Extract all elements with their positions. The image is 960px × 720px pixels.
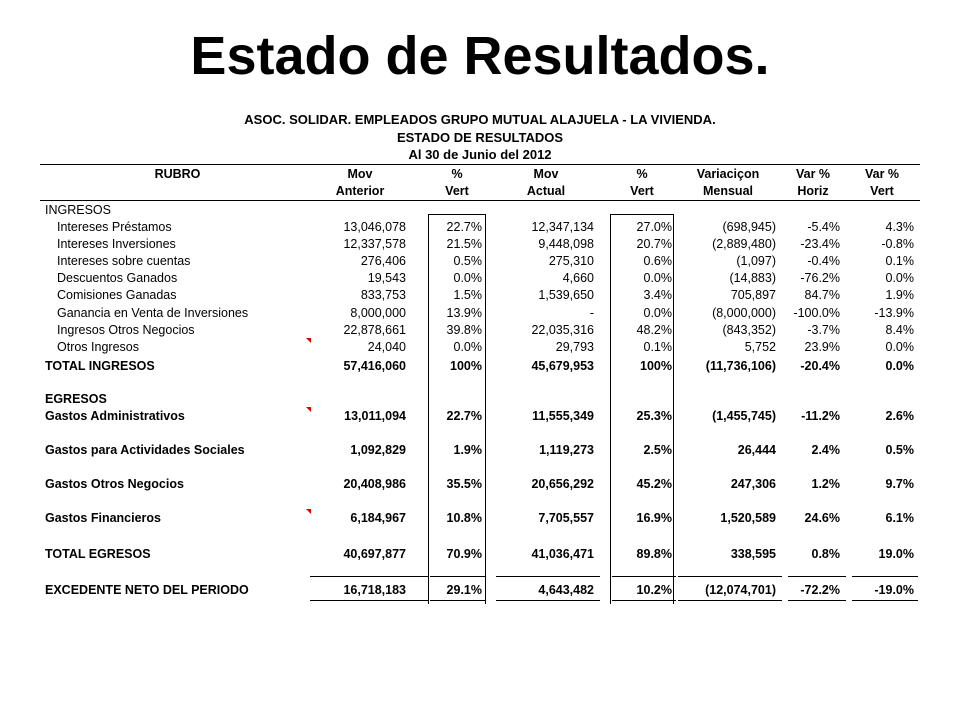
ingresos-row-7-col4: 48.2%: [636, 323, 672, 337]
column-subheader-5: Vert: [630, 184, 654, 198]
ingresos-row-5-col6: 84.7%: [804, 288, 840, 302]
ingresos-row-5-col1: 833,753: [360, 288, 406, 302]
ingresos-row-8-col3: 29,793: [555, 340, 594, 354]
section-egresos: EGRESOS: [45, 392, 107, 406]
egresos-row-2-col2: 1.9%: [453, 443, 482, 457]
ingresos-row-4-col3: 4,660: [562, 271, 594, 285]
excedente-col1: 16,718,183: [343, 583, 406, 597]
egresos-row-1-col4: 25.3%: [636, 409, 672, 423]
column-header-2: Mov: [347, 167, 373, 181]
excedente-top-rule-3: [496, 576, 600, 577]
total-ingresos-col4: 100%: [640, 359, 672, 373]
excedente-label: EXCEDENTE NETO DEL PERIODO: [45, 583, 249, 597]
total-egresos-label: TOTAL EGRESOS: [45, 547, 151, 561]
total-ingresos-col5: (11,736,106): [705, 359, 776, 373]
ingresos-row-6-col4: 0.0%: [643, 306, 672, 320]
excedente-col2: 29.1%: [446, 583, 482, 597]
ingresos-row-2-col2: 21.5%: [446, 237, 482, 251]
column-header-5: %: [636, 167, 648, 181]
ingresos-row-1-label: Intereses Préstamos: [57, 220, 172, 234]
total-egresos-col2: 70.9%: [446, 547, 482, 561]
comment-marker: [306, 509, 311, 514]
egresos-row-3-col4: 45.2%: [636, 477, 672, 491]
ingresos-row-1-col3: 12,347,134: [531, 220, 594, 234]
total-egresos-col1: 40,697,877: [343, 547, 406, 561]
ingresos-row-7-col6: -3.7%: [807, 323, 840, 337]
ingresos-row-5-col4: 3.4%: [643, 288, 672, 302]
excedente-bottom-rule-2: [430, 600, 486, 601]
statement-date: Al 30 de Junio del 2012: [408, 147, 552, 162]
column-subheader-8: Vert: [870, 184, 894, 198]
ingresos-row-1-col1: 13,046,078: [343, 220, 406, 234]
ingresos-row-2-col3: 9,448,098: [538, 237, 594, 251]
ingresos-row-1-col6: -5.4%: [807, 220, 840, 234]
ingresos-row-7-col3: 22,035,316: [531, 323, 594, 337]
ingresos-row-4-col4: 0.0%: [643, 271, 672, 285]
egresos-row-1-col6: -11.2%: [801, 409, 840, 423]
ingresos-row-2-col4: 20.7%: [636, 237, 672, 251]
egresos-row-1-col1: 13,011,094: [344, 409, 406, 423]
ingresos-row-5-col2: 1.5%: [453, 288, 482, 302]
ingresos-row-6-label: Ganancia en Venta de Inversiones: [57, 306, 249, 320]
excedente-col3: 4,643,482: [538, 583, 594, 597]
egresos-row-3-label: Gastos Otros Negocios: [45, 477, 184, 491]
ingresos-row-2-col5: (2,889,480): [712, 237, 776, 251]
egresos-row-3-col2: 35.5%: [446, 477, 482, 491]
excedente-bottom-rule-4: [612, 600, 676, 601]
total-ingresos-col2: 100%: [450, 359, 482, 373]
ingresos-row-2-col1: 12,337,578: [343, 237, 406, 251]
total-egresos-col5: 338,595: [730, 547, 776, 561]
ingresos-row-4-label: Descuentos Ganados: [57, 271, 178, 285]
column-subheader-7: Horiz: [797, 184, 829, 198]
egresos-row-3-col7: 9.7%: [885, 477, 914, 491]
egresos-row-2-col1: 1,092,829: [350, 443, 406, 457]
ingresos-row-4-col1: 19,543: [367, 271, 406, 285]
egresos-row-4-col2: 10.8%: [446, 511, 482, 525]
ingresos-row-8-col2: 0.0%: [453, 340, 482, 354]
ingresos-row-7-col5: (843,352): [722, 323, 776, 337]
ingresos-row-7-col1: 22,878,661: [343, 323, 406, 337]
egresos-row-3-col5: 247,306: [730, 477, 776, 491]
excedente-col7: -19.0%: [874, 583, 914, 597]
excedente-top-rule-6: [788, 576, 846, 577]
ingresos-row-3-label: Intereses sobre cuentas: [57, 254, 191, 268]
ingresos-row-2-col7: -0.8%: [881, 237, 914, 251]
ingresos-row-3-col1: 276,406: [360, 254, 406, 268]
egresos-row-1-col7: 2.6%: [885, 409, 914, 423]
excedente-top-rule-5: [678, 576, 782, 577]
ingresos-row-5-col5: 705,897: [730, 288, 776, 302]
ingresos-row-3-col6: -0.4%: [807, 254, 840, 268]
ingresos-row-8-col5: 5,752: [744, 340, 776, 354]
column-header-6: Variaciçon: [696, 167, 760, 181]
excedente-bottom-rule-3: [496, 600, 600, 601]
ingresos-row-5-col3: 1,539,650: [538, 288, 594, 302]
egresos-row-4-col7: 6.1%: [885, 511, 914, 525]
ingresos-row-5-col7: 1.9%: [885, 288, 914, 302]
egresos-row-3-col6: 1.2%: [811, 477, 840, 491]
ingresos-row-8-col1: 24,040: [367, 340, 406, 354]
egresos-row-4-col4: 16.9%: [636, 511, 672, 525]
egresos-row-2-col3: 1,119,273: [539, 443, 594, 457]
vert-box-2-top: [610, 214, 674, 215]
ingresos-row-2-label: Intereses Inversiones: [57, 237, 176, 251]
vert-box-1-left: [428, 214, 429, 604]
column-subheader-6: Mensual: [702, 184, 753, 198]
egresos-row-2-label: Gastos para Actividades Sociales: [45, 443, 245, 457]
ingresos-row-1-col7: 4.3%: [885, 220, 914, 234]
ingresos-row-6-col7: -13.9%: [874, 306, 914, 320]
egresos-row-2-col4: 2.5%: [643, 443, 672, 457]
ingresos-row-8-label: Otros Ingresos: [57, 340, 139, 354]
ingresos-row-4-col5: (14,883): [729, 271, 776, 285]
vert-box-2-left: [610, 214, 611, 604]
egresos-row-4-col3: 7,705,557: [538, 511, 594, 525]
ingresos-row-7-label: Ingresos Otros Negocios: [57, 323, 195, 337]
header-bottom-rule: [40, 200, 920, 201]
excedente-top-rule-7: [852, 576, 918, 577]
vert-box-1-top: [428, 214, 486, 215]
ingresos-row-7-col2: 39.8%: [446, 323, 482, 337]
egresos-row-4-col6: 24.6%: [804, 511, 840, 525]
excedente-bottom-rule-1: [310, 600, 428, 601]
comment-marker: [306, 338, 311, 343]
section-ingresos: INGRESOS: [45, 203, 111, 217]
egresos-row-4-col1: 6,184,967: [350, 511, 406, 525]
ingresos-row-1-col2: 22.7%: [446, 220, 482, 234]
column-header-1: RUBRO: [154, 167, 201, 181]
ingresos-row-5-label: Comisiones Ganadas: [57, 288, 177, 302]
total-ingresos-col6: -20.4%: [800, 359, 840, 373]
income-statement-table: [40, 110, 920, 620]
egresos-row-2-col7: 0.5%: [885, 443, 914, 457]
vert-box-2-right: [673, 214, 674, 604]
egresos-row-1-col2: 22.7%: [446, 409, 482, 423]
slide-title: Estado de Resultados.: [190, 26, 770, 86]
statement-name: ESTADO DE RESULTADOS: [396, 130, 564, 145]
ingresos-row-3-col5: (1,097): [736, 254, 776, 268]
excedente-col4: 10.2%: [636, 583, 672, 597]
egresos-row-3-col1: 20,408,986: [343, 477, 406, 491]
egresos-row-1-col3: 11,555,349: [532, 409, 594, 423]
ingresos-row-3-col2: 0.5%: [453, 254, 482, 268]
ingresos-row-3-col3: 275,310: [548, 254, 594, 268]
total-ingresos-col7: 0.0%: [885, 359, 914, 373]
excedente-top-rule-4: [612, 576, 676, 577]
header-top-rule: [40, 164, 920, 165]
excedente-top-rule-2: [430, 576, 486, 577]
egresos-row-4-label: Gastos Financieros: [45, 511, 162, 525]
egresos-row-2-col5: 26,444: [737, 443, 776, 457]
comment-marker: [306, 407, 311, 412]
column-subheader-2: Anterior: [335, 184, 385, 198]
column-header-4: Mov: [533, 167, 559, 181]
ingresos-row-4-col7: 0.0%: [885, 271, 914, 285]
egresos-row-1-label: Gastos Administrativos: [45, 409, 185, 423]
total-egresos-col3: 41,036,471: [531, 547, 594, 561]
column-subheader-4: Actual: [526, 184, 566, 198]
ingresos-row-7-col7: 8.4%: [885, 323, 914, 337]
column-header-8: Var %: [864, 167, 900, 181]
excedente-bottom-rule-7: [852, 600, 918, 601]
ingresos-row-3-col4: 0.6%: [643, 254, 672, 268]
total-ingresos-col3: 45,679,953: [531, 359, 594, 373]
excedente-bottom-rule-5: [678, 600, 782, 601]
column-subheader-3: Vert: [445, 184, 469, 198]
ingresos-row-8-col4: 0.1%: [643, 340, 672, 354]
egresos-row-1-col5: (1,455,745): [712, 409, 776, 423]
egresos-row-4-col5: 1,520,589: [720, 511, 776, 525]
total-ingresos-label: TOTAL INGRESOS: [45, 359, 155, 373]
org-name: ASOC. SOLIDAR. EMPLEADOS GRUPO MUTUAL ALAJUELA - LA VIVIENDA.: [244, 112, 716, 127]
ingresos-row-6-col2: 13.9%: [446, 306, 482, 320]
excedente-col6: -72.2%: [800, 583, 840, 597]
ingresos-row-3-col7: 0.1%: [885, 254, 914, 268]
egresos-row-2-col6: 2.4%: [811, 443, 840, 457]
total-egresos-col6: 0.8%: [811, 547, 840, 561]
egresos-row-3-col3: 20,656,292: [531, 477, 594, 491]
ingresos-row-4-col2: 0.0%: [453, 271, 482, 285]
ingresos-row-2-col6: -23.4%: [800, 237, 840, 251]
ingresos-row-6-col6: -100.0%: [793, 306, 840, 320]
total-ingresos-col1: 57,416,060: [343, 359, 406, 373]
ingresos-row-1-col5: (698,945): [722, 220, 776, 234]
total-egresos-col4: 89.8%: [636, 547, 672, 561]
column-header-3: %: [451, 167, 463, 181]
ingresos-row-6-col5: (8,000,000): [712, 306, 776, 320]
ingresos-row-4-col6: -76.2%: [800, 271, 840, 285]
total-egresos-col7: 19.0%: [878, 547, 914, 561]
excedente-bottom-rule-6: [788, 600, 846, 601]
ingresos-row-6-col3: -: [589, 306, 594, 320]
ingresos-row-1-col4: 27.0%: [636, 220, 672, 234]
ingresos-row-8-col6: 23.9%: [804, 340, 840, 354]
column-header-7: Var %: [795, 167, 831, 181]
vert-box-1-right: [485, 214, 486, 604]
excedente-top-rule-1: [310, 576, 428, 577]
ingresos-row-8-col7: 0.0%: [885, 340, 914, 354]
excedente-col5: (12,074,701): [705, 583, 776, 597]
ingresos-row-6-col1: 8,000,000: [350, 306, 406, 320]
